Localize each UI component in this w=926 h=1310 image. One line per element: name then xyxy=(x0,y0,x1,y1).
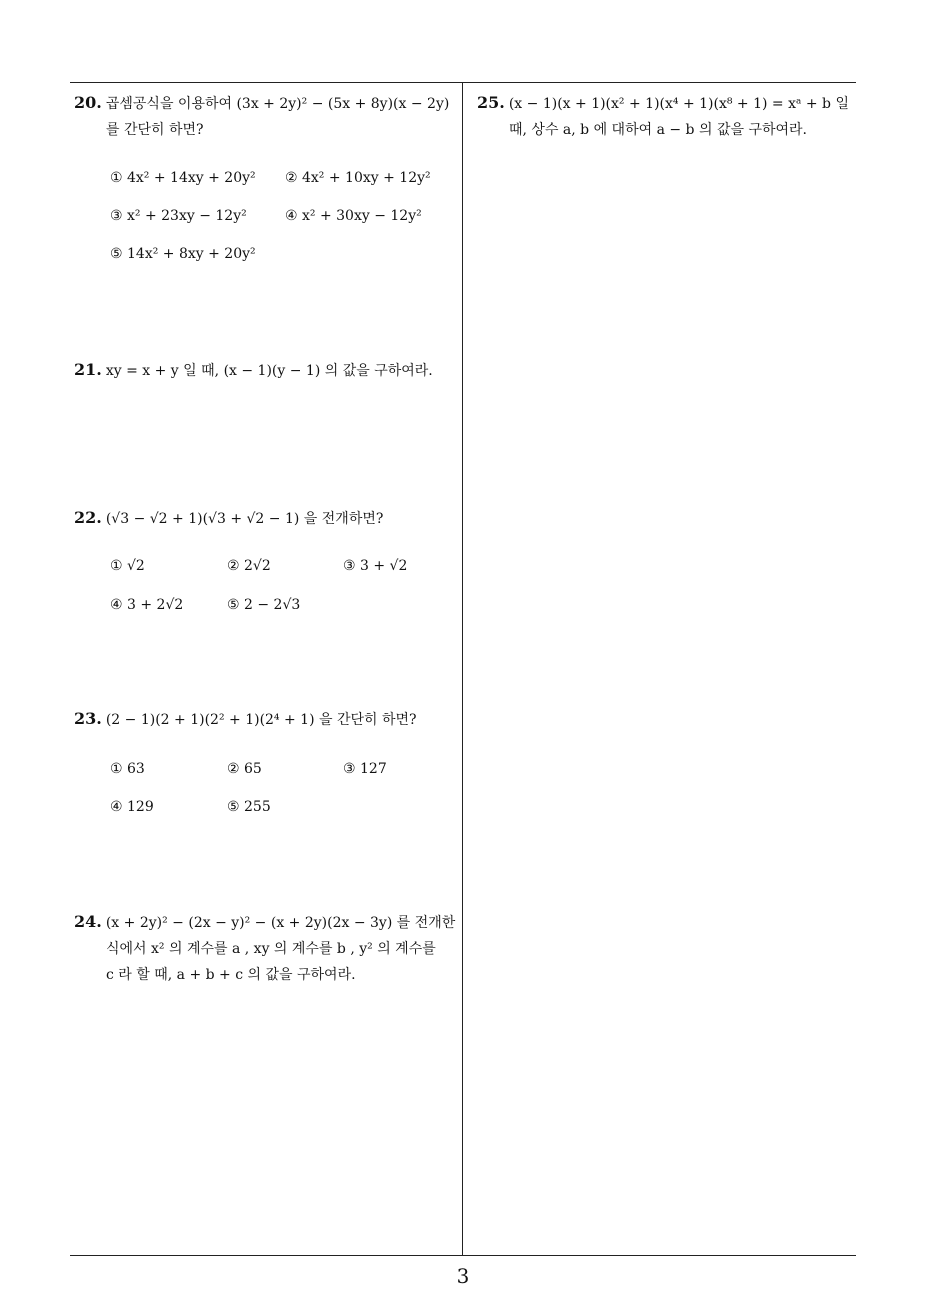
question-text-cont: 식에서 x² 의 계수를 a , xy 의 계수를 b , y² 의 계수를 xyxy=(106,941,436,957)
choice-3[interactable]: ③ x² + 23xy − 12y² xyxy=(110,208,247,224)
choice-4[interactable]: ④ 129 xyxy=(110,799,154,815)
question-25 xyxy=(477,90,859,143)
choice-4[interactable]: ④ x² + 30xy − 12y² xyxy=(285,208,422,224)
choice-3[interactable]: ③ 3 + √2 xyxy=(343,558,408,574)
question-22 xyxy=(74,505,458,532)
question-text: (2 − 1)(2 + 1)(2² + 1)(2⁴ + 1) 을 간단히 하면? xyxy=(105,712,417,728)
choice-4[interactable]: ④ 3 + 2√2 xyxy=(110,597,184,613)
question-20 xyxy=(74,90,458,143)
choice-1[interactable]: ① 4x² + 14xy + 20y² xyxy=(110,170,256,186)
question-number: 25. xyxy=(477,93,505,112)
question-text-cont: c 라 할 때, a + b + c 의 값을 구하여라. xyxy=(106,967,356,983)
question-23 xyxy=(74,706,458,733)
choice-3[interactable]: ③ 127 xyxy=(343,761,387,777)
question-text: (x + 2y)² − (2x − y)² − (x + 2y)(2x − 3y) 를 전개한 xyxy=(105,915,456,931)
choice-2[interactable]: ② 65 xyxy=(227,761,262,777)
top-rule xyxy=(70,82,856,83)
choice-2[interactable]: ② 2√2 xyxy=(227,558,271,574)
question-text-cont: 때, 상수 a, b 에 대하여 a − b 의 값을 구하여라. xyxy=(509,122,807,138)
choice-2[interactable]: ② 4x² + 10xy + 12y² xyxy=(285,170,431,186)
question-text-cont: 를 간단히 하면? xyxy=(106,122,204,138)
question-number: 22. xyxy=(74,508,102,527)
question-text: 곱셈공식을 이용하여 (3x + 2y)² − (5x + 8y)(x − 2y) xyxy=(105,96,450,112)
question-24 xyxy=(74,909,458,988)
column-divider xyxy=(462,82,463,1256)
choice-5[interactable]: ⑤ 14x² + 8xy + 20y² xyxy=(110,246,256,262)
question-text: (x − 1)(x + 1)(x² + 1)(x⁴ + 1)(x⁸ + 1) = xᵃ + b 일 xyxy=(508,96,849,112)
choice-1[interactable]: ① 63 xyxy=(110,761,145,777)
question-number: 23. xyxy=(74,709,102,728)
question-number: 20. xyxy=(74,93,102,112)
choice-5[interactable]: ⑤ 255 xyxy=(227,799,271,815)
bottom-rule xyxy=(70,1255,856,1256)
question-number: 21. xyxy=(74,360,102,379)
choice-5[interactable]: ⑤ 2 − 2√3 xyxy=(227,597,301,613)
question-text: (√3 − √2 + 1)(√3 + √2 − 1) 을 전개하면? xyxy=(105,511,384,527)
question-text: xy = x + y 일 때, (x − 1)(y − 1) 의 값을 구하여라. xyxy=(105,363,433,379)
page-number: 3 xyxy=(456,1264,470,1288)
choice-1[interactable]: ① √2 xyxy=(110,558,145,574)
question-number: 24. xyxy=(74,912,102,931)
question-21 xyxy=(74,357,458,384)
